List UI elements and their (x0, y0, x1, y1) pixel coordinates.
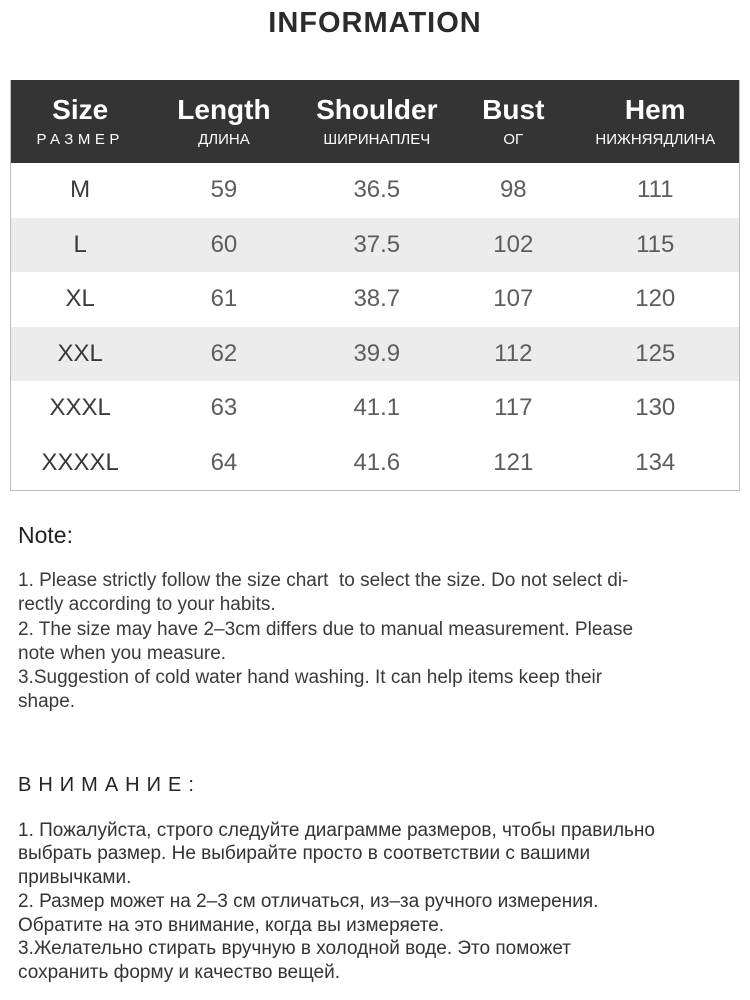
header-label-ru: ШИРИНА ПЛЕЧ (323, 131, 431, 148)
header-label-ru: ОГ (503, 131, 524, 148)
note-line: shape. (18, 691, 76, 713)
cell-length: 60 (210, 230, 238, 258)
table-header-row (11, 80, 739, 163)
cell-size: L (73, 230, 87, 258)
attention-line: привычками. (18, 867, 132, 889)
header-cell-shoulder (299, 95, 456, 148)
header-label-en: Size (52, 94, 109, 125)
header-label-ru: НИЖНЯЯ ДЛИНА (595, 131, 716, 148)
attention-line: выбрать размер. Не выбирайте просто в соответствии с вашими (18, 843, 591, 865)
cell-shoulder: 37.5 (353, 230, 401, 258)
table-row-xxxxl (11, 436, 739, 491)
note-line: 1. Please strictly follow the size chart to select the size. Do not select di- (18, 570, 629, 591)
page-title: INFORMATION (268, 7, 482, 39)
cell-size: XXXXL (41, 448, 119, 476)
table-row-xxl (11, 327, 739, 382)
cell-bust: 117 (494, 394, 533, 422)
header-label-en: Hem (624, 94, 686, 125)
note-heading: Note: (18, 522, 73, 548)
header-cell-length (149, 95, 298, 148)
note-line: 2. The size may have 2–3cm differs due to manual measurement. Please (18, 618, 634, 640)
cell-length: 62 (210, 339, 238, 367)
note-section (18, 521, 732, 715)
attention-line: 1. Пожалуйста, строго следуйте диаграмме размеров, чтобы правильно (18, 819, 655, 841)
header-label-ru: РАЗМЕР (36, 131, 124, 148)
cell-bust: 102 (493, 230, 534, 258)
header-cell-bust (455, 95, 571, 148)
header-label-en: Shoulder (316, 94, 438, 125)
cell-size: M (70, 176, 91, 204)
cell-bust: 121 (493, 448, 534, 476)
cell-shoulder: 38.7 (353, 285, 401, 313)
table-body (11, 163, 739, 490)
attention-body (18, 819, 732, 985)
cell-hem: 125 (635, 339, 676, 367)
attention-line: 3.Желательно стирать вручную в холодной воде. Это поможет (18, 938, 572, 960)
cell-shoulder: 41.1 (353, 394, 401, 422)
cell-length: 59 (210, 176, 238, 204)
cell-size: XXL (57, 339, 103, 367)
cell-bust: 112 (494, 339, 533, 367)
header-cell-hem (572, 95, 739, 148)
cell-bust: 107 (493, 285, 534, 313)
header-cell-size (11, 95, 149, 148)
cell-length: 61 (210, 285, 238, 313)
note-body (18, 569, 732, 715)
cell-shoulder: 36.5 (353, 176, 401, 204)
note-line: note when you measure. (18, 642, 227, 664)
header-label-en: Length (177, 94, 271, 125)
table-row-l (11, 218, 739, 273)
attention-line: Обратите на это внимание, когда вы измеряете. (18, 914, 445, 936)
cell-hem: 111 (637, 176, 674, 204)
cell-length: 64 (210, 448, 238, 476)
cell-hem: 134 (635, 448, 676, 476)
cell-hem: 115 (636, 230, 675, 258)
cell-hem: 120 (635, 285, 676, 313)
cell-bust: 98 (499, 176, 527, 204)
cell-size: XXXL (49, 394, 111, 422)
note-line: rectly according to your habits. (18, 594, 276, 616)
header-label-en: Bust (482, 94, 545, 125)
note-line: 3.Suggestion of cold water hand washing. It can help items keep their (18, 667, 603, 689)
cell-shoulder: 41.6 (353, 448, 401, 476)
attention-heading: ВНИМАНИЕ: (18, 773, 201, 796)
cell-shoulder: 39.9 (353, 339, 401, 367)
attention-section (18, 773, 732, 985)
cell-size: XL (65, 285, 95, 313)
table-row-m (11, 163, 739, 218)
cell-length: 63 (210, 394, 238, 422)
attention-line: 2. Размер может на 2–3 см отличаться, из–за ручного измерения. (18, 890, 599, 912)
size-chart-table (10, 80, 740, 491)
table-row-xxxl (11, 381, 739, 436)
attention-line: сохранить форму и качество вещей. (18, 962, 340, 983)
table-row-xl (11, 272, 739, 327)
cell-hem: 130 (635, 394, 676, 422)
header-label-ru: ДЛИНА (198, 131, 250, 148)
